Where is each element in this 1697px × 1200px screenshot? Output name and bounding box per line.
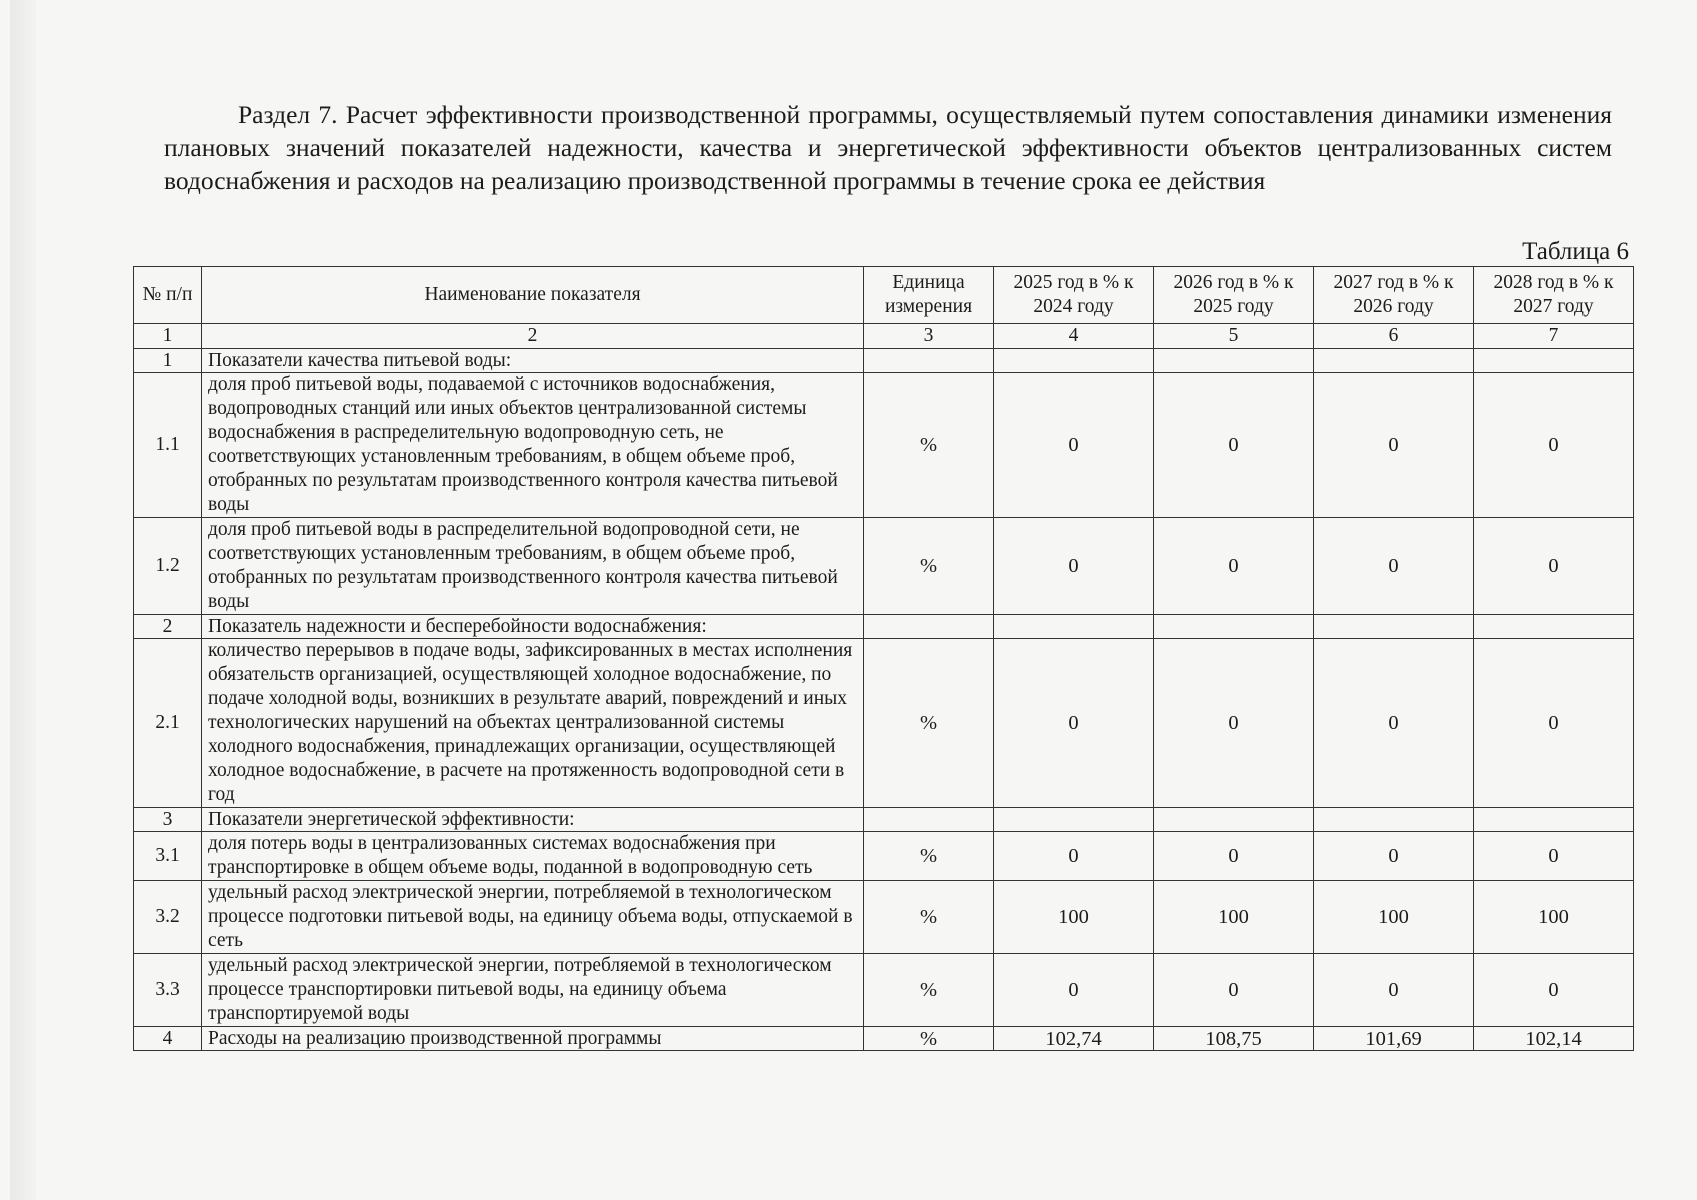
table-row: [134, 1027, 1634, 1051]
table-row-section: [134, 808, 1634, 832]
section-heading: Раздел 7. Расчет эффективности производственной программы, осуществляемый путем сопоставления динамики изменения плановых значений показателей надежности, качества и энергетической эффективности объектов централизованных систем водоснабжения и расходов на реализацию производственной программы в течение срока ее действия: [164, 100, 1612, 195]
unit-cell: %: [864, 373, 994, 518]
indicator-name: доля потерь воды в централизованных системах водоснабжения при транспортировке в общем объеме воды, поданной в водопроводную сеть: [202, 832, 864, 881]
header-unit: Единица измерения: [864, 267, 994, 324]
empty-cell: [1474, 808, 1634, 832]
row-number: 3: [134, 808, 202, 832]
table-row: [134, 518, 1634, 615]
value-2028: 0: [1474, 832, 1634, 881]
header-2028: 2028 год в % к 2027 году: [1474, 267, 1634, 324]
table-label: Таблица 6: [1522, 238, 1629, 265]
value-2028: 0: [1474, 518, 1634, 615]
unit-cell: %: [864, 1027, 994, 1051]
header-row: [134, 267, 1634, 324]
unit-cell: %: [864, 518, 994, 615]
row-number: 3.2: [134, 881, 202, 954]
value-2027: 0: [1314, 954, 1474, 1027]
table-row: [134, 954, 1634, 1027]
row-number: 4: [134, 1027, 202, 1051]
table-row-section: [134, 349, 1634, 373]
value-2028: 0: [1474, 954, 1634, 1027]
value-2026: 108,75: [1154, 1027, 1314, 1051]
efficiency-table: [133, 266, 1634, 1051]
indicator-name: Показатели качества питьевой воды:: [202, 349, 864, 373]
header-2026: 2026 год в % к 2025 году: [1154, 267, 1314, 324]
empty-cell: [1474, 349, 1634, 373]
empty-cell: [994, 808, 1154, 832]
value-2025: 0: [994, 518, 1154, 615]
empty-cell: [864, 349, 994, 373]
table-row: [134, 373, 1634, 518]
value-2028: 0: [1474, 373, 1634, 518]
value-2028: 102,14: [1474, 1027, 1634, 1051]
row-number: 2.1: [134, 639, 202, 808]
empty-cell: [1474, 615, 1634, 639]
empty-cell: [1314, 349, 1474, 373]
column-number: 2: [202, 324, 864, 349]
empty-cell: [864, 615, 994, 639]
value-2027: 0: [1314, 373, 1474, 518]
empty-cell: [994, 349, 1154, 373]
value-2025: 102,74: [994, 1027, 1154, 1051]
header-2025: 2025 год в % к 2024 году: [994, 267, 1154, 324]
value-2027: 101,69: [1314, 1027, 1474, 1051]
indicator-name: доля проб питьевой воды, подаваемой с источников водоснабжения, водопроводных станций или иных объектов централизованной системы водоснабжения в распределительную водопроводную сеть, не соответствующих установленным требованиям, в общем объеме проб, отобранных по результатам производственного контроля качества питьевой воды: [202, 373, 864, 518]
value-2027: 0: [1314, 639, 1474, 808]
header-2027: 2027 год в % к 2026 году: [1314, 267, 1474, 324]
table-row: [134, 881, 1634, 954]
value-2026: 0: [1154, 518, 1314, 615]
unit-cell: %: [864, 881, 994, 954]
empty-cell: [1314, 615, 1474, 639]
value-2028: 100: [1474, 881, 1634, 954]
column-number-row: [134, 324, 1634, 349]
table-row: [134, 832, 1634, 881]
column-number: 5: [1154, 324, 1314, 349]
value-2026: 0: [1154, 954, 1314, 1027]
column-number: 3: [864, 324, 994, 349]
table-row: [134, 639, 1634, 808]
row-number: 1.2: [134, 518, 202, 615]
value-2026: 0: [1154, 639, 1314, 808]
row-number: 1.1: [134, 373, 202, 518]
column-number: 1: [134, 324, 202, 349]
value-2026: 100: [1154, 881, 1314, 954]
row-number: 2: [134, 615, 202, 639]
indicator-name: удельный расход электрической энергии, потребляемой в технологическом процессе подготовки питьевой воды, на единицу объема воды, отпускаемой в сеть: [202, 881, 864, 954]
row-number: 3.1: [134, 832, 202, 881]
value-2025: 0: [994, 373, 1154, 518]
header-num: № п/п: [134, 267, 202, 324]
empty-cell: [1154, 615, 1314, 639]
empty-cell: [994, 615, 1154, 639]
indicator-name: количество перерывов в подаче воды, зафиксированных в местах исполнения обязательств организацией, осуществляющей холодное водоснабжение, по подаче холодной воды, возникших в результате аварий, повреждений и иных технологических нарушений на объектах централизованной системы холодного водоснабжения, принадлежащих организации, осуществляющей холодное водоснабжение, в расчете на протяженность водопроводной сети в год: [202, 639, 864, 808]
empty-cell: [1154, 808, 1314, 832]
unit-cell: %: [864, 639, 994, 808]
column-number: 6: [1314, 324, 1474, 349]
value-2026: 0: [1154, 373, 1314, 518]
value-2027: 100: [1314, 881, 1474, 954]
unit-cell: %: [864, 832, 994, 881]
value-2026: 0: [1154, 832, 1314, 881]
unit-cell: %: [864, 954, 994, 1027]
value-2027: 0: [1314, 518, 1474, 615]
value-2028: 0: [1474, 639, 1634, 808]
empty-cell: [1154, 349, 1314, 373]
indicator-name: Показатель надежности и бесперебойности водоснабжения:: [202, 615, 864, 639]
value-2025: 100: [994, 881, 1154, 954]
value-2025: 0: [994, 832, 1154, 881]
value-2025: 0: [994, 954, 1154, 1027]
header-name: Наименование показателя: [202, 267, 864, 324]
empty-cell: [864, 808, 994, 832]
indicator-name: удельный расход электрической энергии, потребляемой в технологическом процессе транспортировки питьевой воды, на единицу объема транспортируемой воды: [202, 954, 864, 1027]
indicator-name: Расходы на реализацию производственной программы: [202, 1027, 864, 1051]
indicator-name: Показатели энергетической эффективности:: [202, 808, 864, 832]
scan-edge: [10, 0, 36, 1200]
row-number: 1: [134, 349, 202, 373]
row-number: 3.3: [134, 954, 202, 1027]
column-number: 4: [994, 324, 1154, 349]
table-row-section: [134, 615, 1634, 639]
value-2025: 0: [994, 639, 1154, 808]
value-2027: 0: [1314, 832, 1474, 881]
column-number: 7: [1474, 324, 1634, 349]
indicator-name: доля проб питьевой воды в распределительной водопроводной сети, не соответствующих установленным требованиям, в общем объеме проб, отобранных по результатам производственного контроля качества питьевой воды: [202, 518, 864, 615]
empty-cell: [1314, 808, 1474, 832]
